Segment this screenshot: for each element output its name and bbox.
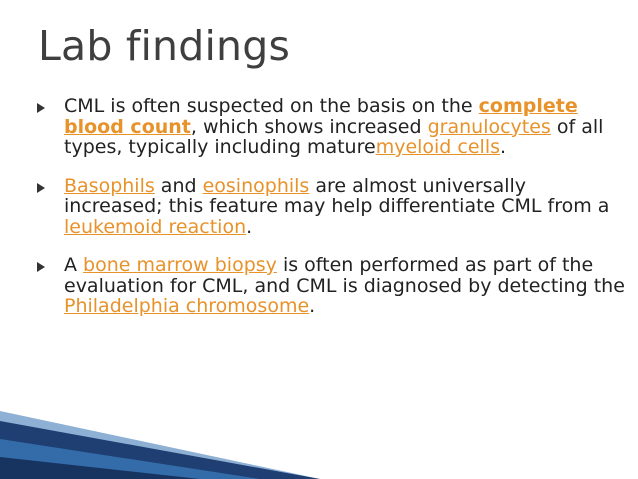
text-span: CML is often suspected on the basis on the xyxy=(64,95,479,117)
text-span: . xyxy=(246,215,253,238)
bullet-basophils xyxy=(37,176,627,238)
link-basophils[interactable]: Basophils xyxy=(64,174,155,197)
text-span: . xyxy=(500,136,507,158)
bullet-text xyxy=(64,255,627,317)
link-leukemoid-reaction[interactable]: leukemoid reaction xyxy=(64,215,247,238)
bullet-cbc xyxy=(37,96,627,158)
slide-title: Lab findings xyxy=(38,22,291,70)
text-span: of all types, typically including mature xyxy=(64,115,604,158)
link-eosinophils[interactable]: eosinophils xyxy=(202,174,310,197)
link-complete-blood-count[interactable]: complete blood count xyxy=(64,95,578,138)
corner-wave-decoration xyxy=(0,399,320,479)
bullet-list xyxy=(37,96,627,335)
text-span: A xyxy=(64,254,84,276)
bullet-arrow-icon xyxy=(37,262,45,272)
bullet-text xyxy=(64,96,627,158)
link-myeloid-cells[interactable]: myeloid cells xyxy=(375,136,501,158)
link-philadelphia-chromosome[interactable]: Philadelphia chromosome xyxy=(64,295,310,317)
bullet-arrow-icon xyxy=(37,103,45,113)
text-span: . xyxy=(309,295,316,317)
link-granulocytes[interactable]: granulocytes xyxy=(427,115,551,138)
text-span: are almost universally increased; this feature may help differentiate CML from a xyxy=(64,174,610,217)
bullet-biopsy xyxy=(37,255,627,317)
link-bone-marrow-biopsy[interactable]: bone marrow biopsy xyxy=(83,254,277,276)
bullet-arrow-icon xyxy=(37,183,45,193)
bullet-text xyxy=(64,176,627,238)
text-span: and xyxy=(154,174,203,197)
text-span: is often performed as part of the evaluation for CML, and CML is diagnosed by detecting the xyxy=(64,254,625,297)
text-span: , which shows increased xyxy=(190,115,428,138)
